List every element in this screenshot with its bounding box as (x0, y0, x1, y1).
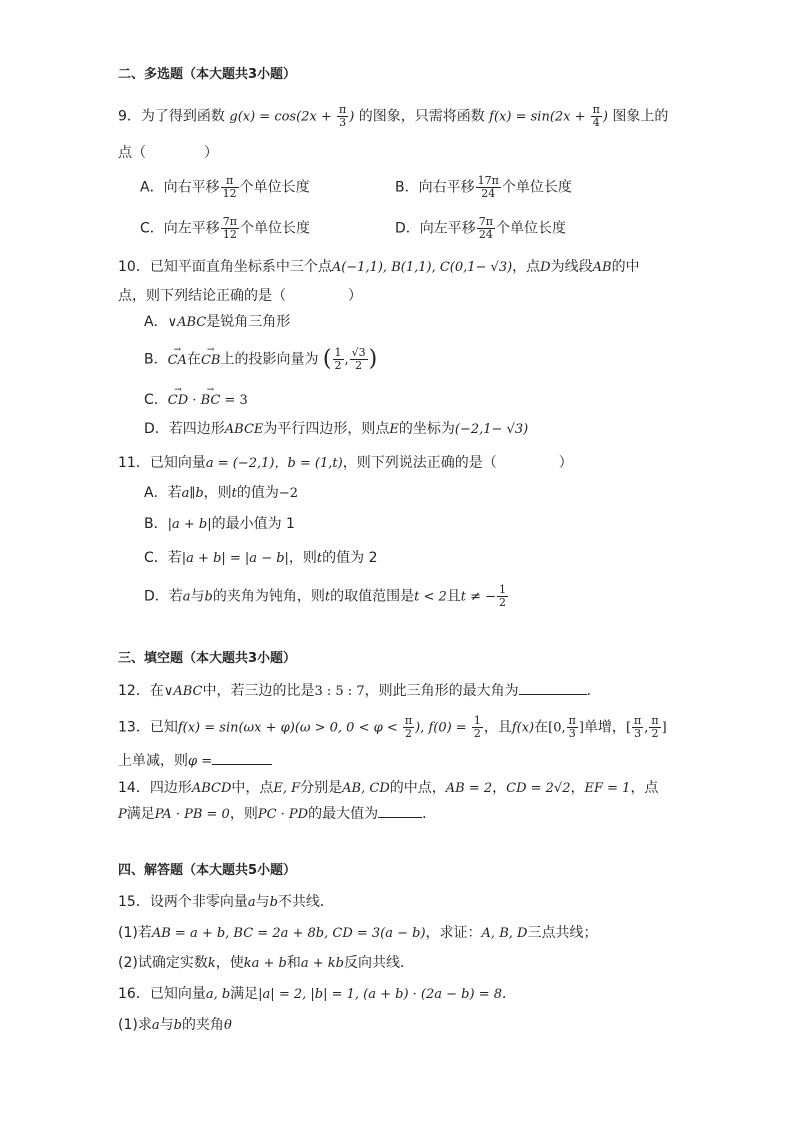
q9-number: 9． (118, 108, 141, 125)
q11-option-c[interactable]: C．若|a + b| = |a − b|，则t的值为 2 (144, 550, 378, 566)
q9-f-frac: $\frac{\pi}{4}$ (592, 103, 600, 129)
q9-option-a[interactable]: A．向右平移 $\frac{\pi}{12}$ 个单位长度 (140, 174, 310, 200)
q9-f-func: f(x) = sin(2x + (489, 109, 590, 125)
q14-stem: 14．四边形ABCD中，点E, F分别是AB, CD的中点，AB = 2，CD = 2√2，EF = 1，点 (118, 780, 659, 796)
q10-stem-cont: 点，则下列结论正确的是（ ） (118, 288, 362, 304)
q11-option-d[interactable]: D．若a与b的夹角为钝角，则t的取值范围是t < 2且t ≠ − $\frac{1}{2}$ (144, 583, 507, 609)
q10-option-c[interactable]: C．→ CD · → BC = 3 (144, 389, 248, 412)
q9-stem: 9．为了得到函数 g(x) = cos(2x + $\frac{\pi}{3}$ ) 的图象，只需将函数 f(x) = sin(2x + $\frac{\pi}{4}$ ) 图象上的 (118, 103, 669, 129)
q9-option-b[interactable]: B．向右平移 $\frac{17\pi}{24}$ 个单位长度 (395, 174, 572, 200)
q9-text: 图象上的 (612, 108, 669, 125)
q9-text: 的图象，只需将函数 (358, 108, 485, 125)
q9-option-d[interactable]: D．向左平移 $\frac{7\pi}{24}$ 个单位长度 (395, 215, 567, 241)
q12-answer-blank[interactable] (519, 680, 587, 695)
q16-stem: 16．已知向量a, b满足|a| = 2, |b| = 1, (a + b) · (2a − b) = 8． (118, 986, 516, 1002)
section-heading-solutions: 四、解答题（本大题共5小题） (118, 863, 297, 878)
q10-option-a[interactable]: A．∨ABC是锐角三角形 (144, 314, 291, 330)
q13-stem: 13．已知f(x) = sin(ωx + φ)(ω > 0, 0 < φ < $\frac{\pi}{2}$ ), f(0) = $\frac{1}{2}$ ，且f(x)在[0, $\frac{\pi}{3}$ ]单增，[ $\frac{\pi}{3}$ , $\frac{\pi}{2}$ ] (118, 714, 667, 740)
q9-g-func: g(x) = cos(2x + (229, 109, 336, 125)
q12-stem: 12．在∨ABC中，若三边的比是3 : 5 : 7，则此三角形的最大角为 . (118, 680, 591, 703)
q16-part1: (1)求a与b的夹角θ (118, 1017, 232, 1033)
q13-stem-cont: 上单减，则φ = (118, 750, 272, 773)
q15-part1: (1)若AB = a + b, BC = 2a + 8b, CD = 3(a − b)，求证：A, B, D三点共线； (118, 925, 598, 941)
q15-part2: (2)试确定实数k，使ka + b和a + kb反向共线． (118, 955, 414, 971)
q11-stem: 11．已知向量a = (−2,1)，b = (1,t)，则下列说法正确的是（ ） (118, 455, 573, 471)
q10-option-d[interactable]: D．若四边形ABCE为平行四边形，则点E的坐标为(−2,1− √3) (144, 421, 529, 437)
q13-answer-blank[interactable] (212, 750, 272, 765)
q9-option-c[interactable]: C．向左平移 $\frac{7\pi}{12}$ 个单位长度 (140, 215, 311, 241)
q9-g-frac: $\frac{\pi}{3}$ (338, 103, 347, 129)
q9-stem-cont: 点（ ） (118, 145, 218, 161)
q14-stem-cont: P满足PA · PB = 0，则PC · PD的最大值为 . (118, 803, 427, 826)
q15-stem: 15．设两个非零向量a与b不共线． (118, 894, 334, 910)
section-heading-multiple-choice: 二、多选题（本大题共3小题） (118, 67, 297, 82)
q10-option-b[interactable]: B．→ CA在→ CB上的投影向量为 ( $\frac{1}{2}$ , $\frac{√3}{2}$ ) (144, 347, 377, 372)
q10-points: A(−1,1), B(1,1), C(0,1− √3) (331, 260, 513, 275)
q10-stem: 10．已知平面直角坐标系中三个点A(−1,1), B(1,1), C(0,1− √3)，点D为线段AB的中 (118, 259, 640, 275)
q11-option-b[interactable]: B．|a + b|的最小值为 1 (144, 516, 295, 532)
section-heading-fill-in: 三、填空题（本大题共3小题） (118, 651, 297, 666)
q9-text: 为了得到函数 (140, 108, 225, 125)
q11-option-a[interactable]: A．若a∥b，则t的值为−2 (144, 485, 299, 501)
q14-answer-blank[interactable] (378, 803, 422, 818)
